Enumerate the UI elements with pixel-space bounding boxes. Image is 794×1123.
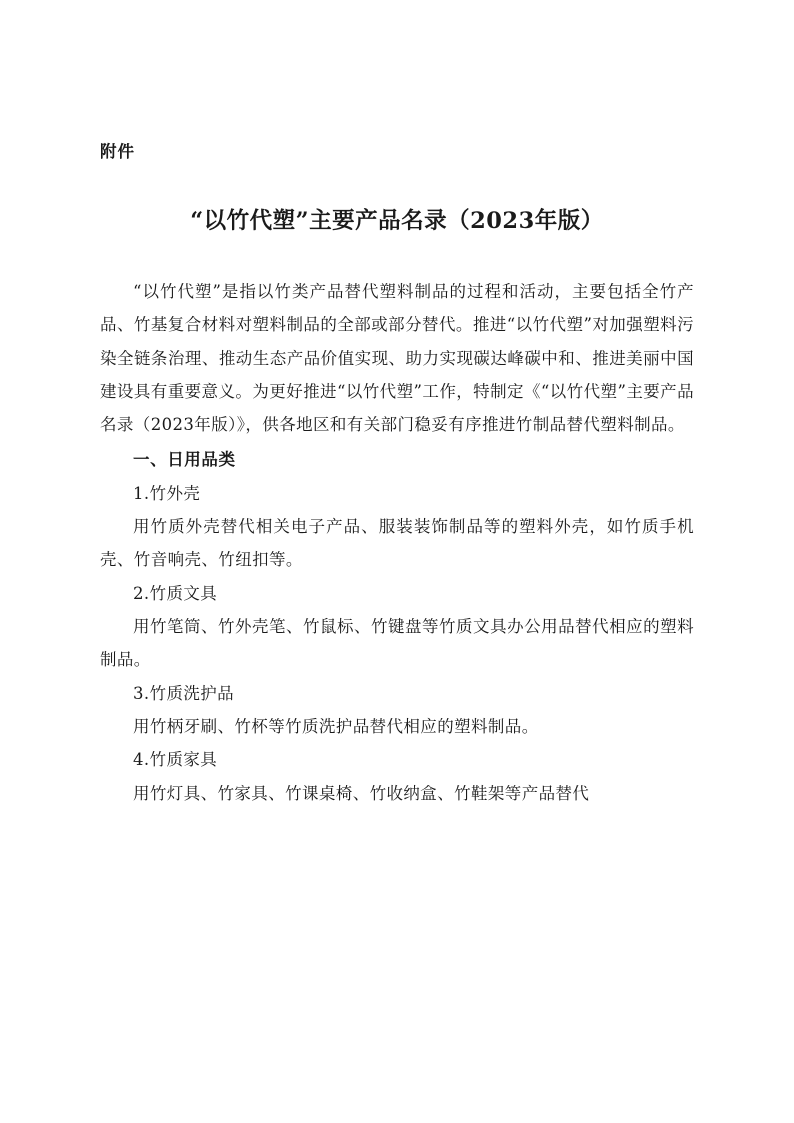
page-title: “以竹代塑”主要产品名录（2023年版） (190, 208, 604, 235)
item-body-1: 用竹质外壳替代相关电子产品、服装装饰制品等的塑料外壳，如竹质手机壳、竹音响壳、竹纽扣等。 (100, 517, 694, 570)
item-title-2: 2.竹质文具 (133, 583, 218, 603)
item-body-3: 用竹柄牙刷、竹杯等竹质洗护品替代相应的塑料制品。 (133, 717, 539, 737)
intro-paragraph: “以竹代塑”是指以竹类产品替代塑料制品的过程和活动，主要包括全竹产品、竹基复合材料对塑料制品的全部或部分替代。推进“以竹代塑”对加强塑料污染全链条治理、推动生态产品价值实现、助力实现碳达峰碳中和、推进美丽中国建设具有重要意义。为更好推进“以竹代塑”工作，特制定《“以竹代塑”主要产品名录（2023年版）》，供各地区和有关部门稳妥有序推进竹制品替代塑料制品。 (100, 281, 694, 435)
section-heading-daily-goods: 一、日用品类 (133, 450, 236, 470)
item-body-4: 用竹灯具、竹家具、竹课桌椅、竹收纳盒、竹鞋架等产品替代 (133, 783, 590, 803)
item-body-2: 用竹笔筒、竹外壳笔、竹鼠标、竹键盘等竹质文具办公用品替代相应的塑料制品。 (100, 617, 694, 670)
item-title-3: 3.竹质洗护品 (133, 683, 235, 703)
item-title-4: 4.竹质家具 (133, 750, 218, 770)
attachment-label: 附件 (100, 142, 135, 161)
item-title-1: 1.竹外壳 (133, 483, 201, 503)
